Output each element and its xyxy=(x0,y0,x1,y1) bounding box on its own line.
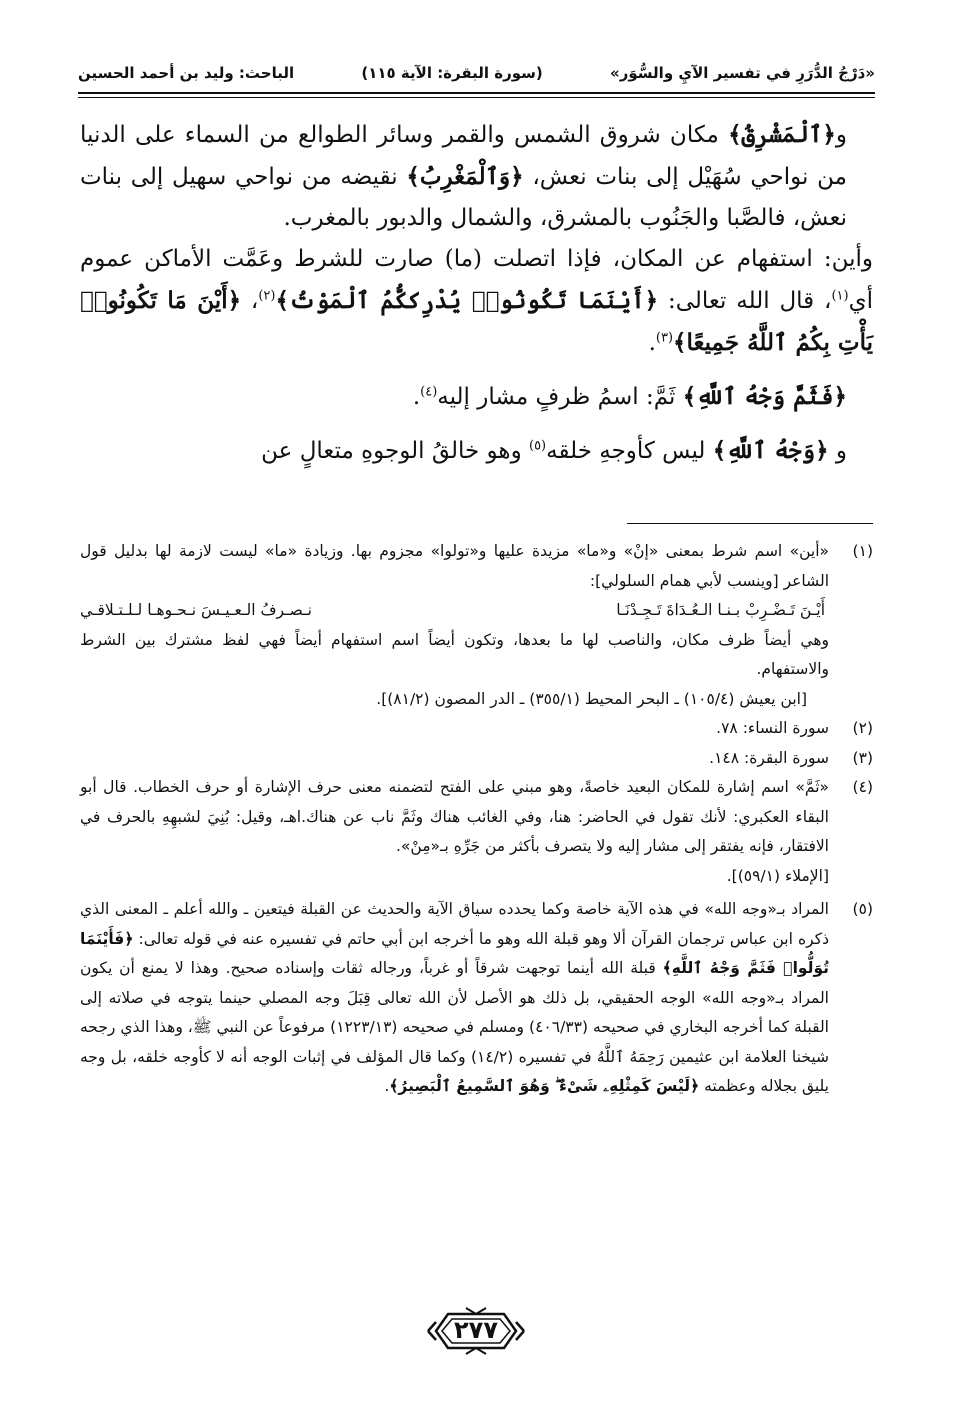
footnote-source: [ابن يعيش (١٠٥/٤) ـ البحر المحيط (٣٥٥/١) ـ الدر المصون (٨١/٢)]. xyxy=(376,689,807,708)
quran-quote: ﴿فَثَمَّ وَجْهُ ٱللَّهِ﴾ xyxy=(682,383,847,410)
footnote-3 xyxy=(80,744,873,774)
quran-quote: ﴿أَيْنَ مَا تَكُونُوا۟ يَأْتِ بِكُمُ ٱللَّهُ جَمِيعًا﴾ xyxy=(80,287,873,356)
quran-quote: ﴿وَٱلْمَغْرِبُ﴾ xyxy=(406,163,524,190)
main-text xyxy=(80,114,873,472)
text-run: . xyxy=(648,330,656,356)
footnote-5 xyxy=(80,895,873,1102)
paragraph-mashriq xyxy=(80,114,873,239)
footnote-ref[interactable]: (٢) xyxy=(258,288,276,304)
footnote-number: (٥) xyxy=(852,900,873,918)
text-run: و xyxy=(828,438,847,464)
footnote-source: [الإملاء (٥٩/١)]. xyxy=(726,866,829,885)
footnote-text xyxy=(80,895,829,1102)
text-run: ثَمَّ: اسمُ ظرفٍ مشار إليه xyxy=(437,384,683,410)
footnote-text: «أين» اسم شرط بمعنى «إنْ» و«ما» مزيدة عليها و«تولوا» مجزوم بها. وزيادة «ما» ليست لازمة لها بدليل قول الشاعر [وينسب لأبي همام السلولي]: xyxy=(80,542,829,590)
footnote-text: «ثَمَّ» اسم إشارة للمكان البعيد خاصةً، وهو مبني على الفتح لتضمنه معنى حرف الإشارة أو حرف الخطاب. قال أبو البقاء العكبري: لأنك تقول في الحاضر: هنا، وفي الغائب هناك وثَمَّ ناب عن هناك.اهـ، وقيل: بُنِيَ لشبهِهِ بالحرف في الافتقار، فإنه يفتقر إلى مشار إليه ولا يتصرف بأكثر من جَرِّهِ بـ«مِنْ». xyxy=(80,778,829,855)
poetry-verse xyxy=(80,596,829,626)
footnote-number: (٣) xyxy=(852,748,873,767)
text-run: ليس كأوجهِ خلقه xyxy=(546,438,713,464)
verse-second-hemistich: نـصـرفُ الـعـيـسَ نـحـوهـا لـلـتـلاقـي xyxy=(80,601,312,619)
footnote-1 xyxy=(80,537,873,714)
footnote-number: (٤) xyxy=(852,778,873,796)
verse-first-hemistich: أَيْـنَ تَـضْـرِبْ بـنـا الـعُـدَاةَ تَـجِـدْنَـا xyxy=(616,601,825,619)
footnote-number: (٢) xyxy=(852,719,873,737)
paragraph-ayna xyxy=(80,239,873,364)
header-book-title: «دَرْجُ الدُّرَرِ في تفسير الآيِ والسُّوَر» xyxy=(610,64,875,82)
paragraph-wajh xyxy=(80,430,873,472)
header-sura-ayah: (سورة البقرة: الآية ١١٥) xyxy=(361,64,543,82)
text-run: . xyxy=(384,1077,390,1095)
footnote-text: وهي أيضاً ظرف مكان، والناصب لها ما بعدها، وتكون أيضاً اسم استفهام أيضاً فهي لفظ مشترك بين الشرط والاستفهام. xyxy=(80,630,829,678)
text-run: نقيضه من نواحي سهيل إلى بنات نعش، فالصَّبا والجَنُوب بالمشرق، والشمال والدبور بالمغرب. xyxy=(80,164,847,231)
footnotes xyxy=(80,537,873,1102)
running-header xyxy=(78,58,875,88)
header-author: الباحث: وليد بن أحمد الحسين xyxy=(78,64,295,82)
footnote-text: سورة النساء: ٧٨. xyxy=(716,719,829,737)
footnote-ref[interactable]: (١) xyxy=(831,288,849,304)
quran-quote: ﴿أَيْنَمَا تَكُونُوا۟ يُدْرِككُّمُ ٱلْمَوْتُ﴾ xyxy=(275,287,659,314)
text-run: وهو خالقُ الوجوهِ متعالٍ عن xyxy=(261,438,529,464)
footnote-ref[interactable]: (٣) xyxy=(655,330,674,346)
footnote-ref[interactable]: (٥) xyxy=(528,438,547,454)
paragraph-thamma xyxy=(80,376,873,418)
text-run: قبلة الله أينما توجهت شرقاً أو غرباً، ورجاله ثقات وإسناده صحيح. وهذا لا يمنع أن يكون المراد بـ«وجه الله» الوجه الحقيقي، بل ذلك هو الأصل لأن الله تعالى قِبَلَ وجه المصلي حينما يتوجه في صلاته إلى القبلة كما أخرجه البخاري في صحيحه (٤٠٦/٣٣) ومسلم في صحيحه (١٢٢٣/١٣) مرفوعاً عن النبي ﷺ، وهذا الذي رجحه شيخنا العلامة ابن عثيمين رَحِمَهُ ٱللَّهُ في تفسيره (١٤/٢) وكما قال المؤلف في إثبات الوجه أنه لا كأوجه خلقه، بل وجه يليق بجلاله وعظمته xyxy=(80,959,829,1095)
quran-quote: ﴿لَيْسَ كَمِثْلِهِۦ شَىْءٌ ۖ وَهُوَ ٱلسَّمِيعُ ٱلْبَصِيرُ﴾ xyxy=(389,1077,700,1095)
footnote-text: سورة البقرة: ١٤٨. xyxy=(709,748,829,767)
page-number xyxy=(426,1304,526,1358)
footnote-ref[interactable]: (٤) xyxy=(420,384,438,400)
page-number-text: ٢٧٧ xyxy=(454,1316,498,1344)
text-run: ، xyxy=(241,288,259,314)
footnote-4 xyxy=(80,773,873,891)
quran-quote: ﴿وَجْهُ ٱللَّهِ﴾ xyxy=(712,437,829,464)
header-rule xyxy=(78,92,875,98)
text-run: المراد بـ«وجه الله» في هذه الآية خاصة وكما يحدده سياق الآية والحديث عن القبلة فيتعين ـ والله أعلم ـ المعنى الذي ذكره ابن عباس ترجمان القرآن ألا وهو قبلة الله وهو ما أخرجه ابن أبي حاتم في تفسيره عنه في قوله تعالى: xyxy=(80,900,829,948)
footnote-separator xyxy=(627,523,873,524)
text-run: و xyxy=(835,122,847,148)
text-run: ، قال الله تعالى: xyxy=(658,288,832,314)
quran-quote: ﴿ٱلْمَشْرِقُ﴾ xyxy=(728,121,836,148)
text-run: وأين: استفهام عن المكان، فإذا اتصلت (ما) صارت للشرط وعَمَّت الأماكن عموم أي xyxy=(80,246,873,314)
footnote-2 xyxy=(80,714,873,744)
text-run: . xyxy=(412,384,421,410)
quran-quote: ﴿فَأَيْنَمَا تُوَلُّوا۟ فَثَمَّ وَجْهُ ٱللَّهِ﴾ xyxy=(80,929,829,977)
text-run: مكان شروق الشمس والقمر وسائر الطوالع من السماء على الدنيا من نواحي سُهَيْل إلى بنات نعش، xyxy=(80,122,847,190)
footnote-number: (١) xyxy=(852,542,873,560)
